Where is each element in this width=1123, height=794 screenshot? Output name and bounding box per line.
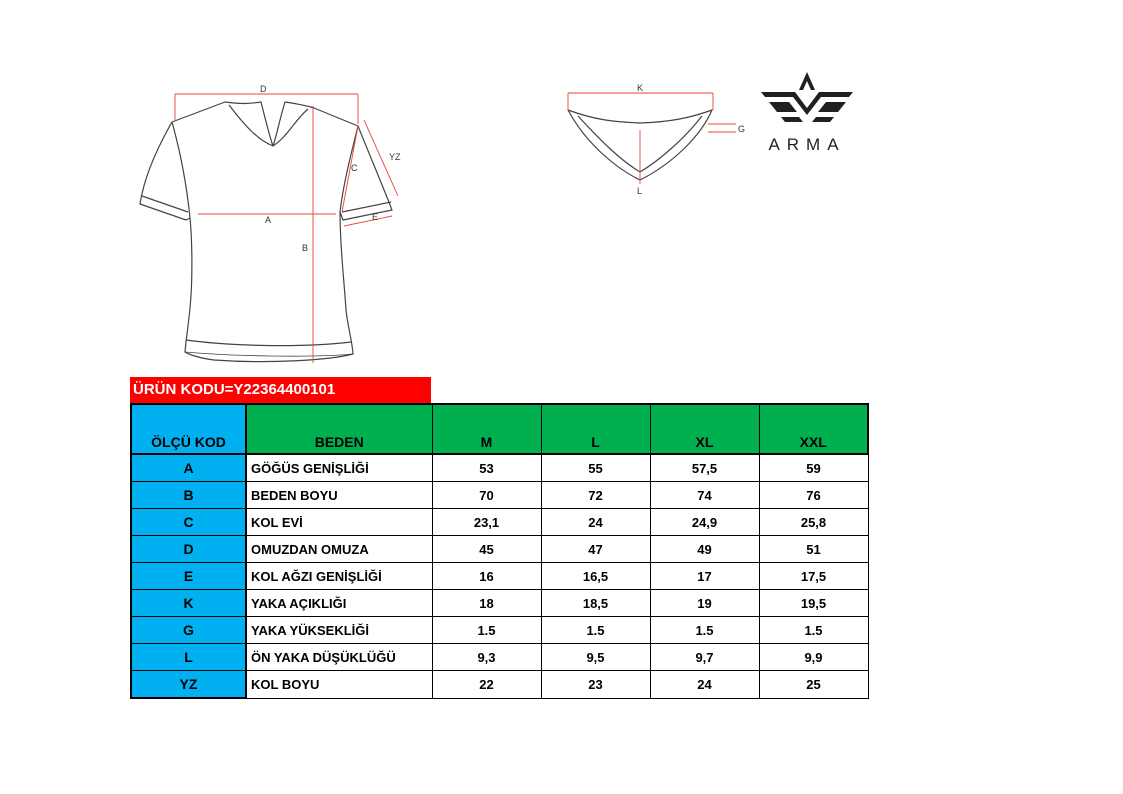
measure-code: C	[131, 509, 246, 536]
header-size-m: M	[432, 404, 541, 454]
value-m: 22	[432, 671, 541, 699]
label-k: K	[637, 83, 644, 93]
measure-name: BEDEN BOYU	[246, 482, 432, 509]
value-xl: 19	[650, 590, 759, 617]
header-size-l: L	[541, 404, 650, 454]
measure-name: YAKA AÇIKLIĞI	[246, 590, 432, 617]
value-xxl: 19,5	[759, 590, 868, 617]
value-l: 24	[541, 509, 650, 536]
value-m: 1.5	[432, 617, 541, 644]
table-header-row	[131, 404, 868, 454]
measure-code: YZ	[131, 671, 246, 699]
arma-logo	[755, 68, 860, 158]
measure-code: E	[131, 563, 246, 590]
table-row	[131, 590, 868, 617]
measure-name: YAKA YÜKSEKLİĞİ	[246, 617, 432, 644]
value-m: 9,3	[432, 644, 541, 671]
table-row	[131, 644, 868, 671]
value-xxl: 59	[759, 454, 868, 482]
value-xl: 24,9	[650, 509, 759, 536]
value-xl: 24	[650, 671, 759, 699]
value-l: 9,5	[541, 644, 650, 671]
value-xl: 49	[650, 536, 759, 563]
measure-code: D	[131, 536, 246, 563]
value-l: 18,5	[541, 590, 650, 617]
measure-name: OMUZDAN OMUZA	[246, 536, 432, 563]
label-c: C	[351, 163, 358, 173]
value-xxl: 76	[759, 482, 868, 509]
value-l: 55	[541, 454, 650, 482]
measure-name: KOL AĞZI GENİŞLİĞİ	[246, 563, 432, 590]
measure-code: G	[131, 617, 246, 644]
measure-name: KOL BOYU	[246, 671, 432, 699]
value-xl: 74	[650, 482, 759, 509]
table-row	[131, 509, 868, 536]
header-size-xxl: XXL	[759, 404, 868, 454]
value-l: 23	[541, 671, 650, 699]
label-b: B	[302, 243, 309, 253]
value-l: 1.5	[541, 617, 650, 644]
value-xxl: 9,9	[759, 644, 868, 671]
measure-code: B	[131, 482, 246, 509]
measure-code: A	[131, 454, 246, 482]
value-xl: 17	[650, 563, 759, 590]
collar-measurement-diagram	[560, 80, 750, 200]
measure-code: K	[131, 590, 246, 617]
value-m: 23,1	[432, 509, 541, 536]
size-chart-table	[130, 403, 869, 699]
value-m: 18	[432, 590, 541, 617]
value-xxl: 1.5	[759, 617, 868, 644]
measure-name: ÖN YAKA DÜŞÜKLÜĞÜ	[246, 644, 432, 671]
table-row	[131, 536, 868, 563]
value-xl: 57,5	[650, 454, 759, 482]
value-xxl: 25	[759, 671, 868, 699]
value-m: 53	[432, 454, 541, 482]
value-xl: 9,7	[650, 644, 759, 671]
value-m: 70	[432, 482, 541, 509]
label-d: D	[260, 84, 267, 94]
measure-name: GÖĞÜS GENİŞLİĞİ	[246, 454, 432, 482]
value-m: 45	[432, 536, 541, 563]
value-l: 47	[541, 536, 650, 563]
label-a: A	[265, 215, 272, 225]
value-m: 16	[432, 563, 541, 590]
brand-name: ARMA	[768, 135, 846, 154]
label-l: L	[637, 186, 643, 196]
header-size-xl: XL	[650, 404, 759, 454]
value-l: 16,5	[541, 563, 650, 590]
value-xl: 1.5	[650, 617, 759, 644]
table-row	[131, 454, 868, 482]
table-row	[131, 671, 868, 699]
measure-name: KOL EVİ	[246, 509, 432, 536]
value-xxl: 17,5	[759, 563, 868, 590]
table-row	[131, 617, 868, 644]
label-e: E	[372, 212, 379, 222]
value-l: 72	[541, 482, 650, 509]
value-xxl: 51	[759, 536, 868, 563]
product-code-banner: ÜRÜN KODU=Y22364400101	[130, 377, 431, 403]
table-row	[131, 563, 868, 590]
header-measure-code: ÖLÇÜ KOD	[131, 404, 246, 454]
header-size-name: BEDEN	[246, 404, 432, 454]
label-g: G	[738, 124, 746, 134]
label-yz: YZ	[389, 152, 401, 162]
table-row	[131, 482, 868, 509]
measure-code: L	[131, 644, 246, 671]
tshirt-measurement-diagram	[130, 78, 420, 373]
value-xxl: 25,8	[759, 509, 868, 536]
